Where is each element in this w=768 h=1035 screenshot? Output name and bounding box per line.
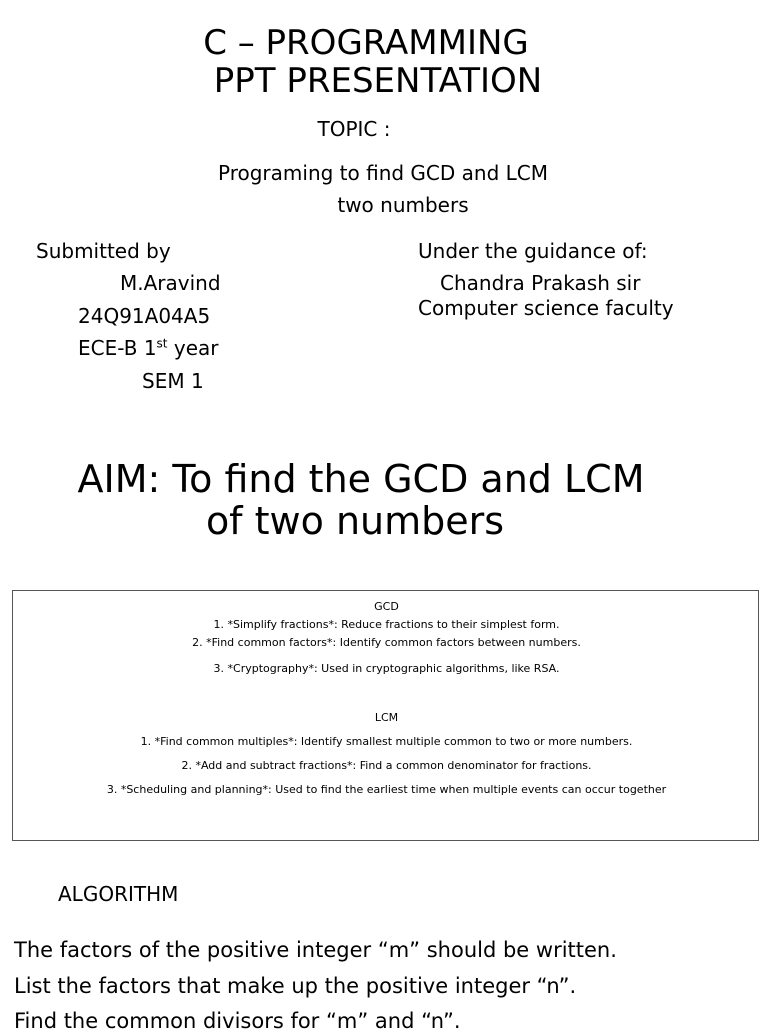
lcm-heading: LCM: [374, 711, 399, 724]
topic-text-line-2: two numbers: [337, 193, 469, 217]
guidance-heading: Under the guidance of:: [418, 239, 648, 263]
topic-label: TOPIC :: [317, 117, 391, 141]
gcd-item: 2. *Find common factors*: Identify common factors between numbers.: [192, 636, 581, 649]
submitted-by-heading: Submitted by: [36, 239, 171, 263]
algorithm-step: Find the common divisors for “m” and “n”.: [14, 1009, 461, 1033]
lcm-item: 2. *Add and subtract fractions*: Find a common denominator for fractions.: [181, 759, 592, 772]
applications-box: [12, 590, 759, 841]
guide-department: Computer science faculty: [418, 296, 674, 320]
lcm-item: 1. *Find common multiples*: Identify smallest multiple common to two or more numbers.: [140, 735, 633, 748]
gcd-heading: GCD: [374, 600, 399, 613]
lcm-item: 3. *Scheduling and planning*: Used to find the earliest time when multiple events can occur together: [106, 783, 667, 796]
roll-number: 24Q91A04A5: [78, 304, 211, 328]
ordinal-suffix: st: [156, 336, 168, 351]
title-line-2: PPT PRESENTATION: [213, 61, 543, 101]
algorithm-step: The factors of the positive integer “m” should be written.: [14, 938, 617, 962]
algorithm-step: List the factors that make up the positive integer “n”.: [14, 974, 577, 998]
aim-line-1: AIM: To find the GCD and LCM: [77, 457, 645, 501]
semester: SEM 1: [142, 369, 204, 393]
guide-name: Chandra Prakash sir: [440, 271, 641, 295]
branch-prefix: ECE-B 1: [78, 336, 157, 360]
title-line-1: C – PROGRAMMING: [203, 23, 529, 63]
gcd-item: 1. *Simplify fractions*: Reduce fractions to their simplest form.: [213, 618, 560, 631]
topic-text-line-1: Programing to find GCD and LCM: [218, 161, 548, 185]
algorithm-heading: ALGORITHM: [58, 882, 179, 906]
gcd-item: 3. *Cryptography*: Used in cryptographic algorithms, like RSA.: [213, 662, 560, 675]
student-name: M.Aravind: [120, 271, 221, 295]
branch-year: [78, 335, 219, 361]
aim-line-2: of two numbers: [205, 499, 505, 543]
branch-suffix: year: [167, 336, 219, 360]
